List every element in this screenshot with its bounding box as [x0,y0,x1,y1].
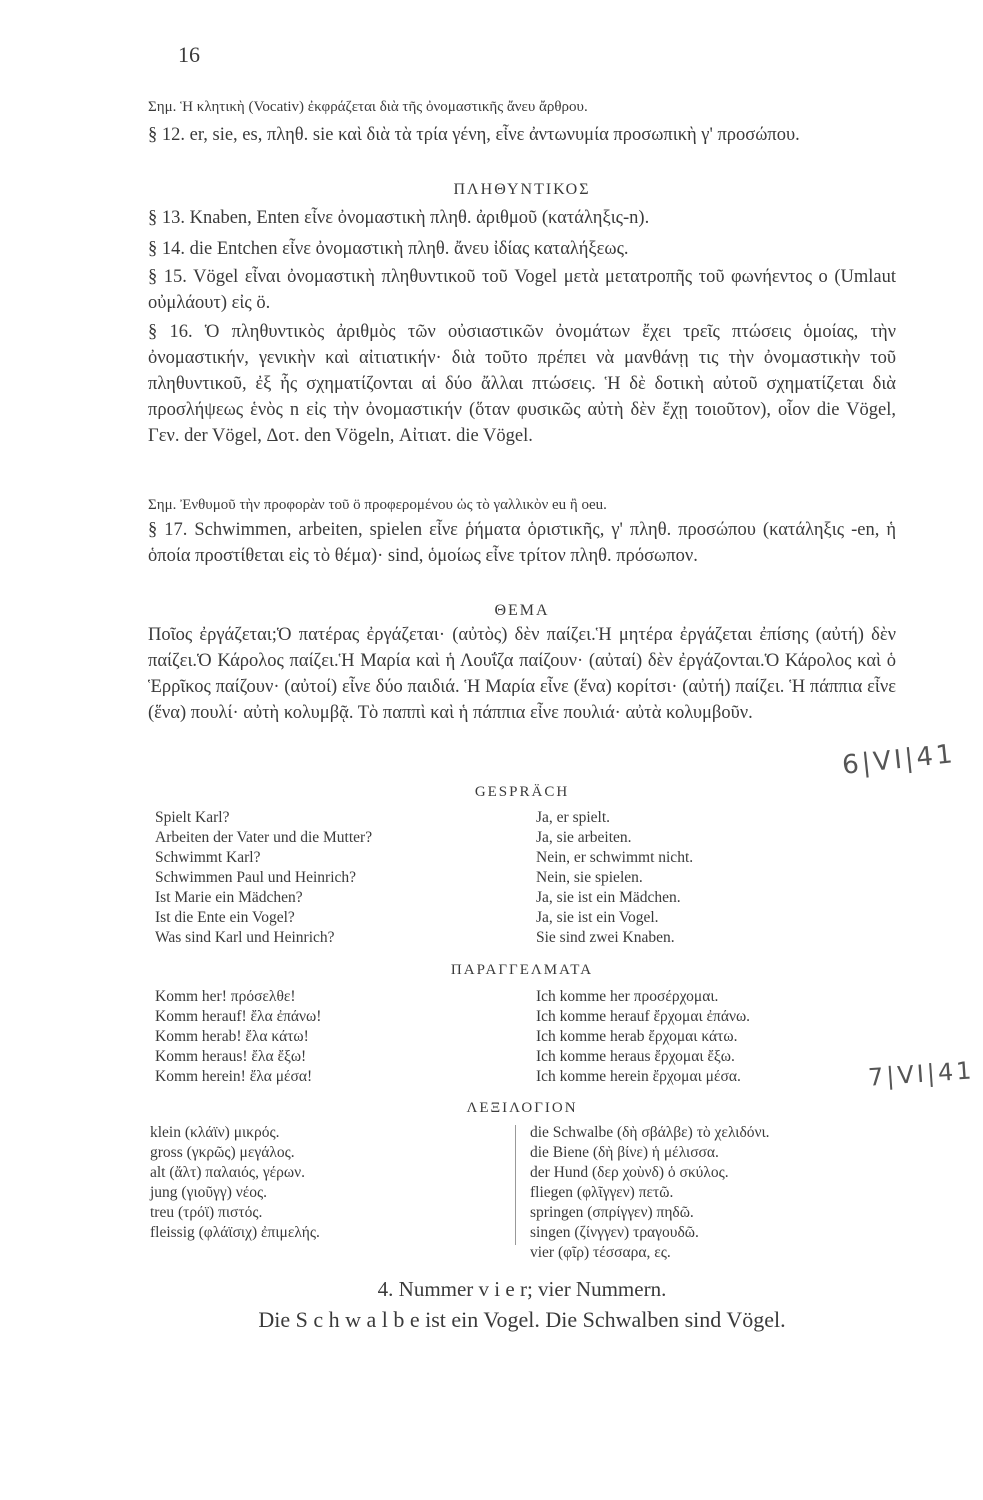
footer-number-line: 4. Nummer v i e r; vier Nummern. [377,1277,667,1301]
commands-left [155,987,321,1087]
list-item: Ja, sie arbeiten. [536,829,632,846]
paragraph-17: § 17. Schwimmen, arbeiten, spielen εἶνε ῥήματα ὁριστικῆς, γ' πληθ. προσώπου (κατάληξις -en, ἡ ὁποία προστίθεται εἰς τὸ θέμα)· sind, ὁμοίως εἶνε τρίτον πληθ. πρόσωπον. [148,520,896,566]
page-number: 16 [178,42,200,67]
list-item: Ich komme herein ἔρχομαι μέσα. [536,1068,741,1085]
heading-vocabulary: ΛΕΞΙΛΟΓΙΟΝ [466,1100,578,1116]
note-pronunciation: Σημ. Ἐνθυμοῦ τὴν προφορὰν τοῦ ö προφερομένου ὡς τὸ γαλλικὸν eu ἢ oeu. [148,497,607,513]
list-item: Ich komme herab ἔρχομαι κάτω. [536,1028,738,1045]
heading-plural: ΠΛΗΘΥΝΤΙΚΟΣ [453,181,591,198]
theme-text: Ποῖος ἐργάζεται;Ὁ πατέρας ἐργάζεται· (αὐτὸς) δὲν παίζει.Ἡ μητέρα ἐργάζεται ἐπίσης (αὐτή) δὲν παίζει.Ὁ Κάρολος παίζει.Ἡ Μαρία καὶ ἡ Λουΐζα παίζουν· (αὐταί) δὲν ἐργάζονται.Ὁ Κάρολος καὶ ὁ Ἑρρῖκος παίζουν· (αὐτοί) εἶνε δύο παιδιά. Ἡ Μαρία εἶνε (ἕνα) κορίτσι· (αὐτή) παίζει. Ἡ πάππια εἶνε (ἕνα) πουλί· αὐτὴ κολυμβᾷ. Τὸ παππὶ καὶ ἡ πάππια εἶνε πουλιά· αὐτὰ κολυμβοῦν. [148,625,896,723]
list-item: Nein, er schwimmt nicht. [536,849,694,866]
list-item: die Schwalbe (δὴ σβάλβε) τὸ χελιδόνι. [530,1124,770,1141]
list-item: Komm herauf! ἔλα ἐπάνω! [155,1008,322,1025]
list-item: Ist Marie ein Mädchen? [155,889,303,906]
list-item: springen (σπρίγγεν) πηδῶ. [530,1204,694,1221]
list-item: alt (ἄλτ) παλαιός, γέρων. [150,1164,305,1181]
gesprach-answers [536,808,693,948]
list-item: der Hund (δερ χοὺνδ) ὁ σκύλος. [530,1164,729,1181]
heading-commands: ΠΑΡΑΓΓΕΛΜΑΤΑ [450,962,594,978]
list-item: Arbeiten der Vater und die Mutter? [155,829,373,846]
list-item: gross (γκρῶς) μεγάλος. [150,1144,295,1161]
list-item: Ja, sie ist ein Vogel. [536,909,659,926]
list-item: Komm heraus! ἔλα ἔξω! [155,1048,307,1065]
list-item: klein (κλάϊν) μικρός. [150,1124,280,1141]
list-item: fleissig (φλάϊσιχ) ἐπιμελής. [150,1224,320,1241]
list-item: Nein, sie spielen. [536,869,643,886]
list-item: Ich komme heraus ἔρχομαι ἔξω. [536,1048,735,1065]
list-item: Komm herab! ἔλα κάτω! [155,1028,309,1045]
list-item: Spielt Karl? [155,809,230,826]
commands-right [536,987,750,1087]
list-item: vier (φῖρ) τέσσαρα, ες. [530,1244,671,1261]
heading-gesprach: GESPRÄCH [474,784,570,800]
paragraph-15: § 15. Vögel εἶναι ὀνομαστικὴ πληθυντικοῦ τοῦ Vogel μετὰ μετατροπῆς τοῦ φωνήεντος o (Umlaut οὐμλάουτ) εἰς ö. [148,267,896,313]
note-vocative: Σημ. Ἡ κλητικὴ (Vocativ) ἐκφράζεται διὰ τῆς ὀνομαστικῆς ἄνευ ἄρθρου. [148,99,588,115]
paragraph-14: § 14. die Entchen εἶνε ὀνομαστικὴ πληθ. ἄνευ ἰδίας καταλήξεως. [148,239,629,259]
list-item: Ich komme herauf ἔρχομαι ἐπάνω. [536,1008,751,1025]
list-item: jung (γιοῦγγ) νέος. [150,1184,268,1201]
paragraph-16: § 16. Ὁ πληθυντικὸς ἀριθμὸς τῶν οὐσιαστικῶν ὀνομάτων ἔχει τρεῖς πτώσεις ὁμοίας, τὴν ὀνομαστικήν, γενικὴν καὶ αἰτιατικήν· διὰ τοῦτο πρέπει νὰ μανθάνῃ τις τὴν ὀνομαστικὴν τοῦ πληθυντικοῦ, ἐξ ἧς σχηματίζονται αἱ δύο ἄλλαι πτώσεις. Ἡ δὲ δοτικὴ αὐτοῦ σχηματίζεται διὰ προσλήψεως ἑνὸς n εἰς τὴν ὀνομαστικήν (ὅταν φυσικῶς αὐτὴ δὲν ἔχῃ τοιοῦτον), οἷον die Vögel, Γεν. der Vögel, Δοτ. den Vögeln, Αἰτιατ. die Vögel. [148,322,896,446]
list-item: die Biene (δὴ βίνε) ἡ μέλισσα. [530,1144,719,1161]
vocab-right [530,1123,770,1263]
heading-theme: ΘΕΜΑ [494,602,550,619]
vocab-left [150,1123,320,1243]
list-item: Komm herein! ἔλα μέσα! [155,1068,313,1085]
paragraph-12: § 12. er, sie, es, πληθ. sie καὶ διὰ τὰ τρία γένη, εἶνε ἀντωνυμία προσωπικὴ γ' προσώπου. [148,125,800,145]
list-item: fliegen (φλῖγγεν) πετῶ. [530,1184,674,1201]
list-item: Sie sind zwei Knaben. [536,929,675,946]
handwritten-date-2: 7|VI|41 [867,1056,976,1092]
paragraph-13: § 13. Knaben, Enten εἶνε ὀνομαστικὴ πληθ. ἀριθμοῦ (κατάληξις-n). [148,208,650,228]
list-item: Ja, sie ist ein Mädchen. [536,889,681,906]
list-item: treu (τρόϊ) πιστός. [150,1204,263,1221]
list-item: Schwimmen Paul und Heinrich? [155,869,357,886]
list-item: Ich komme her προσέρχομαι. [536,988,719,1005]
list-item: Schwimmt Karl? [155,849,261,866]
footer-example-line: Die S c h w a l b e ist ein Vogel. Die Schwalben sind Vögel. [258,1307,786,1332]
list-item: singen (ζίνγγεν) τραγουδῶ. [530,1224,699,1241]
list-item: Komm her! πρόσελθε! [155,988,296,1005]
list-item: Was sind Karl und Heinrich? [155,929,335,946]
gesprach-questions [155,808,372,948]
handwritten-date-1: 6|VI|41 [840,739,957,781]
list-item: Ist die Ente ein Vogel? [155,909,295,926]
column-divider [515,1125,516,1245]
list-item: Ja, er spielt. [536,809,611,826]
